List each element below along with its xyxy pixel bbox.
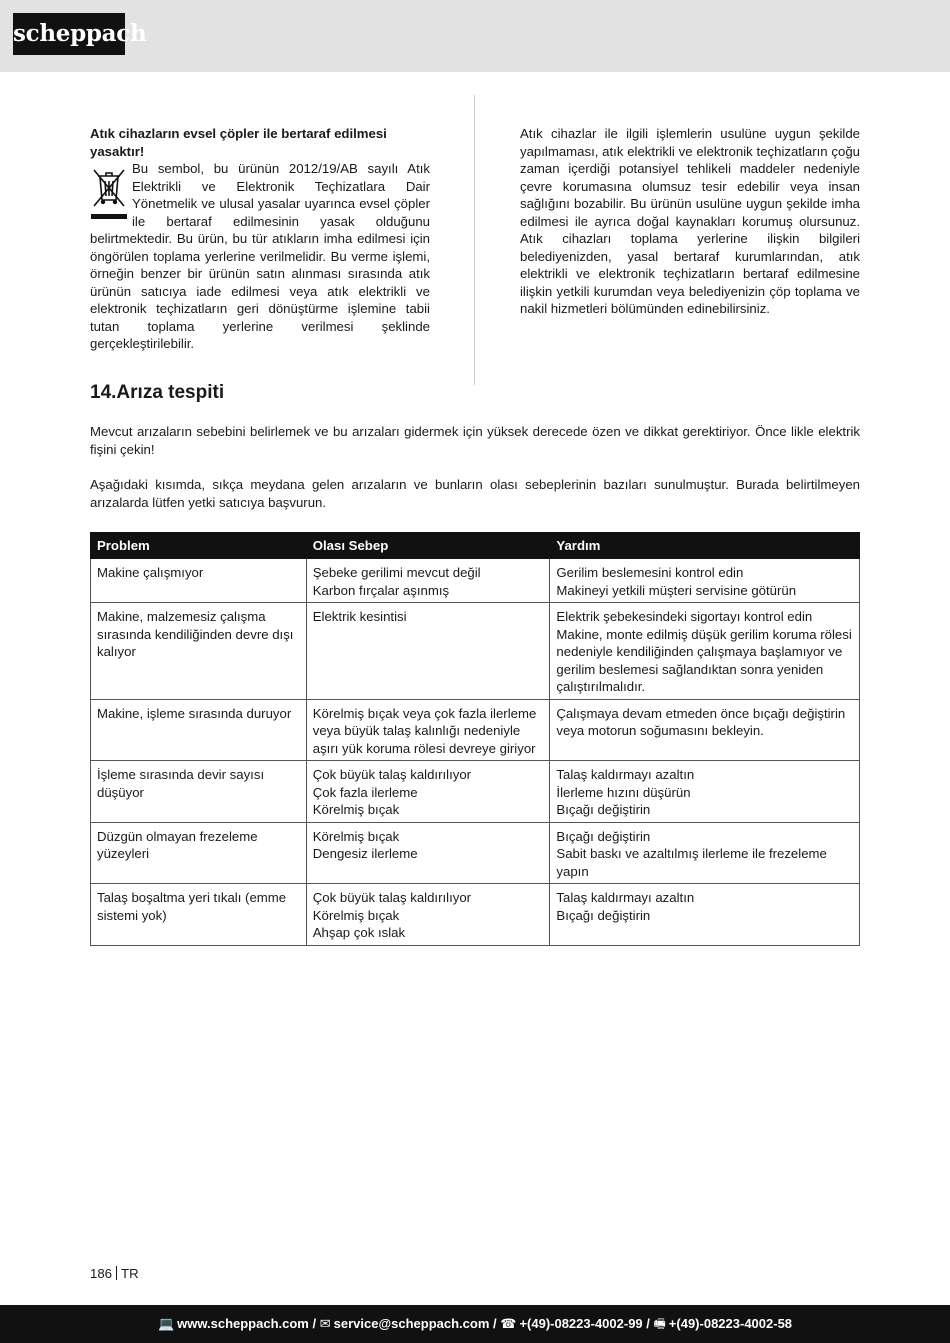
help-line: Gerilim beslemesini kontrol edin (556, 565, 744, 580)
table-cell-problem (91, 559, 307, 603)
problem-line: İşleme sırasında devir sayısı düşüyor (97, 767, 265, 800)
cause-line: Dengesiz ilerleme (312, 846, 418, 861)
footer-website[interactable]: www.scheppach.com (177, 1316, 309, 1331)
table-row (91, 603, 860, 700)
cause-line: Körelmiş bıçak (312, 828, 400, 844)
help-line: İlerleme hızını düşürün (556, 784, 691, 800)
table-cell-help (550, 761, 860, 823)
section-title: Arıza tespiti (116, 382, 225, 403)
cause-line: Çok büyük talaş kaldırılıyor (312, 767, 472, 782)
table-cell-help (550, 603, 860, 700)
disposal-heading: Atık cihazların evsel çöpler ile bertaraf edilmesi yasaktır! (90, 126, 387, 159)
disposal-right-column: Atık cihazlar ile ilgili işlemlerin usulüne uygun şekilde yapılmaması, atık elektrikli ve elektronik teçhizatların çoğu zaman içerdiği potansiyel tehlikeli maddeler nedeniyle çevre korumasına olumsuz tesir edebilir veya insan sağlığını bozabilir. Bu ürünün usulüne uygun şekilde imha edilmesi ile ayrıca doğal kaynakları korumuş olursunuz. Atık cihazları toplama yerlerine ilişkin bilgileri belediyenizden, yasal bertaraf kurumlarından, atık elektrikli ve elektronik teçhizatların bertaraf edilmesine ilişkin yetkili kurumdan veya belediyenizin çöp toplama ve nakil hizmetleri bölümünden edinebilirsiniz. (520, 126, 860, 316)
column-header-problem: Problem (91, 533, 307, 559)
column-header-cause: Olası Sebep (306, 533, 550, 559)
table-cell-cause (306, 699, 550, 761)
cause-line: Körelmiş bıçak veya çok fazla ilerleme veya büyük talaş kalınlığı nedeniyle aşırı yük koruma rölesi devreye giriyor (312, 705, 537, 756)
page-language: TR (121, 1266, 139, 1281)
problem-line: Talaş boşaltma yeri tıkalı (emme sistemi yok) (97, 890, 287, 923)
table-body (91, 559, 860, 946)
disposal-body (90, 160, 430, 353)
table-row (91, 822, 860, 884)
problem-line: Makine, işleme sırasında duruyor (97, 705, 292, 721)
page-number-value: 186 (90, 1266, 113, 1281)
footer-fax: +(49)-08223-4002-58 (668, 1316, 793, 1331)
cause-line: Körelmiş bıçak (312, 907, 400, 923)
computer-icon: 💻 (157, 1316, 175, 1331)
table-row (91, 559, 860, 603)
help-line: Elektrik şebekesindeki sigortayı kontrol edin (556, 609, 813, 624)
help-line: Makine, monte edilmiş düşük gerilim koruma rölesi nedeniyle kendiliğinden çalışmaya başlamıyor ve gerilim beslemesi sağlandıktan sonra yeniden çalıştırılmalıdır. (556, 626, 852, 694)
table-cell-cause (306, 822, 550, 884)
problem-line: Makine, malzemesiz çalışma sırasında kendiliğinden devre dışı kalıyor (97, 609, 294, 659)
table-cell-help (550, 699, 860, 761)
weee-crossed-bin-icon (90, 162, 128, 220)
mail-icon: ✉ (319, 1316, 331, 1331)
problem-line: Makine çalışmıyor (97, 565, 204, 580)
section-heading (90, 382, 224, 404)
table-header-row (91, 533, 860, 559)
cause-line: Çok fazla ilerleme (312, 784, 418, 800)
table-cell-help (550, 559, 860, 603)
table-cell-cause (306, 559, 550, 603)
table-row (91, 699, 860, 761)
help-line: Sabit baskı ve azaltılmış ilerleme ile frezeleme yapın (556, 846, 827, 879)
intro-paragraph-2: Aşağıdaki kısımda, sıkça meydana gelen arızaların ve bunların olası sebeplerinin bazıları sunulmuştur. Burada belirtilmeyen arızalarda lütfen yetki satıcıya başvurun. (90, 477, 860, 510)
table-cell-problem (91, 761, 307, 823)
table-cell-problem (91, 884, 307, 946)
cause-line: Elektrik kesintisi (312, 609, 407, 624)
footer-email[interactable]: service@scheppach.com (333, 1316, 490, 1331)
cause-line: Ahşap çok ıslak (312, 925, 406, 940)
column-divider (474, 95, 475, 385)
footer-phone: +(49)-08223-4002-99 (519, 1316, 643, 1331)
cause-line: Şebeke gerilimi mevcut değil (312, 565, 481, 580)
fax-icon: 🖷 (653, 1316, 666, 1331)
disposal-left-text: Bu sembol, bu ürünün 2012/19/AB sayılı Atık Elektrikli ve Elektronik Teçhizatlara Dair Yönetmelik ve ulusal yasalar uyarınca evsel çöpler ile bertaraf edilmesinin yasak olduğunu belirtmektedir. Bu ürün, bu tür atıkların imha edilmesi için öngörülen toplama yerlerine verilmelidir. Bu verme işlemi, örneğin benzer bir ürünün satın alınması sırasında atık ürünün satıcıya iade edilmesi veya atık elektrikli ve elektronik teçhizatların geri dönüştürme işlemine tabii tutan toplama yerlerine verilmesi şeklinde gerçekleştirilebilir. (90, 161, 430, 351)
section-number: 14. (90, 382, 117, 403)
disposal-left-column (90, 125, 430, 353)
help-line: Bıçağı değiştirin (556, 802, 651, 817)
help-line: Bıçağı değiştirin (556, 907, 651, 923)
footer-bar: 💻 www.scheppach.com / ✉ service@scheppach.com / ☎ +(49)-08223-4002-99 / 🖷 +(49)-08223-4002-58 (0, 1305, 950, 1343)
table-cell-problem (91, 603, 307, 700)
table-cell-cause (306, 761, 550, 823)
table-cell-problem (91, 699, 307, 761)
table-row (91, 884, 860, 946)
help-line: Çalışmaya devam etmeden önce bıçağı değiştirin veya motorun soğumasını bekleyin. (556, 705, 846, 738)
table-cell-problem (91, 822, 307, 884)
cause-line: Çok büyük talaş kaldırılıyor (312, 890, 472, 905)
table-row (91, 761, 860, 823)
intro-paragraph-1: Mevcut arızaların sebebini belirlemek ve bu arızaları gidermek için yüksek derecede özen ve dikkat gerektiriyor. Önce likle elektrik fişini çekin! (90, 424, 860, 457)
troubleshooting-table (90, 532, 860, 946)
help-line: Bıçağı değiştirin (556, 828, 651, 844)
table-cell-cause (306, 603, 550, 700)
help-line: Makineyi yetkili müşteri servisine götürün (556, 582, 797, 598)
cause-line: Körelmiş bıçak (312, 802, 400, 817)
page-number (90, 1266, 139, 1281)
table-cell-help (550, 884, 860, 946)
phone-icon: ☎ (500, 1316, 517, 1331)
help-line: Talaş kaldırmayı azaltın (556, 890, 695, 905)
column-header-help: Yardım (550, 533, 860, 559)
problem-line: Düzgün olmayan frezeleme yüzeyleri (97, 828, 258, 861)
table-cell-cause (306, 884, 550, 946)
cause-line: Karbon fırçalar aşınmış (312, 582, 450, 598)
help-line: Talaş kaldırmayı azaltın (556, 767, 695, 782)
brand-logo: scheppach (13, 13, 125, 55)
page-number-separator (116, 1266, 117, 1280)
header-bar (0, 0, 950, 72)
table-cell-help (550, 822, 860, 884)
